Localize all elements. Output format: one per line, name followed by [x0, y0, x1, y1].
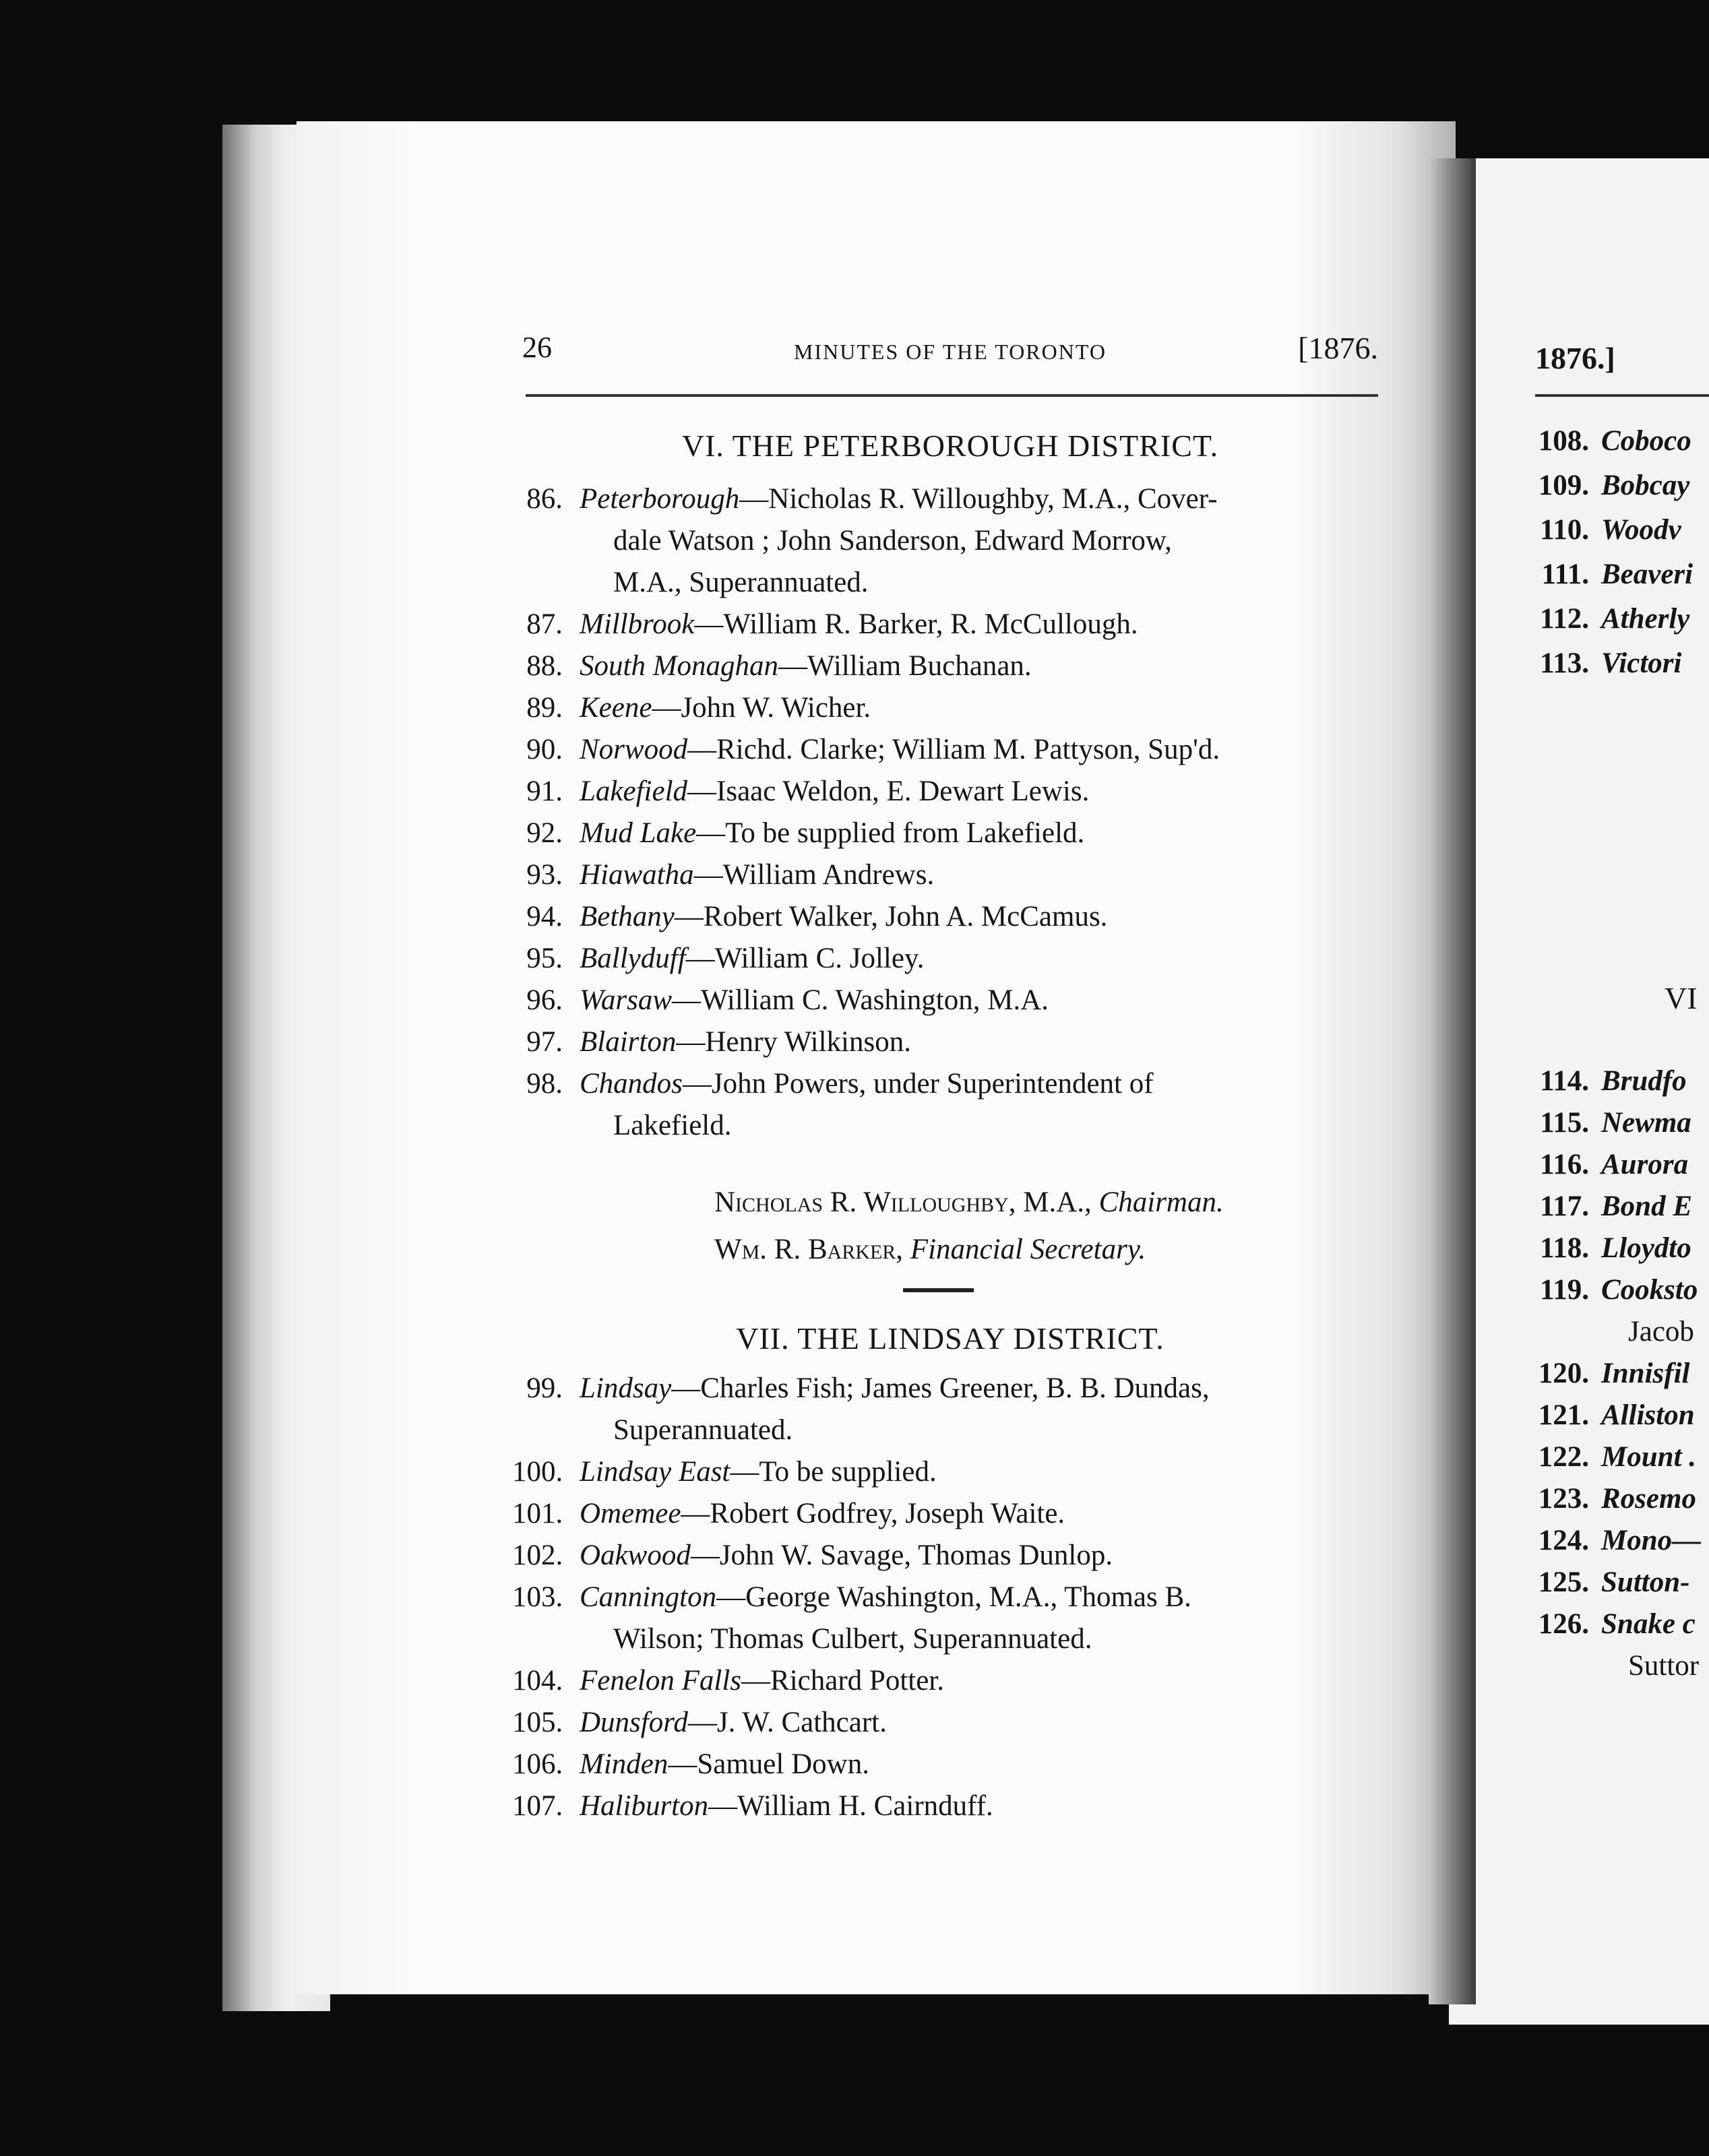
- entry-106: [512, 1744, 1381, 1785]
- right-page-line-number: 126.: [1538, 1608, 1589, 1640]
- entry-place: Chandos: [580, 1068, 683, 1100]
- entry-text: —George Washington, M.A., Thomas B.: [716, 1581, 1191, 1613]
- right-page-line-number: 109.: [1538, 470, 1589, 501]
- entry-text: —J. W. Cathcart.: [687, 1707, 887, 1738]
- entry-87: [512, 604, 1381, 645]
- header-rule: [526, 394, 1378, 397]
- right-page-line: [1522, 1524, 1701, 1557]
- entry-96: [512, 980, 1381, 1021]
- right-page-line-number: 115.: [1540, 1107, 1589, 1139]
- entry-97: [512, 1021, 1381, 1063]
- district-title-peterborough: VI. THE PETERBOROUGH DISTRICT.: [681, 429, 1219, 463]
- entry-place: South Monaghan: [580, 650, 779, 682]
- right-page-line: [1522, 558, 1693, 591]
- entry-number: 105.: [512, 1707, 563, 1738]
- right-page-line: [1522, 1190, 1692, 1223]
- entry-text: —Richard Potter.: [741, 1665, 944, 1697]
- entry-text: —Nicholas R. Willoughby, M.A., Cover-: [739, 483, 1218, 515]
- right-page-line: [1522, 1357, 1689, 1390]
- right-page-line-number: 113.: [1540, 647, 1589, 679]
- right-page-line: [1522, 1566, 1689, 1599]
- entry-number: 89.: [526, 692, 563, 724]
- right-page-line: [1522, 1273, 1698, 1306]
- entry-93: [512, 854, 1381, 896]
- entry-text: —To be supplied.: [730, 1456, 937, 1488]
- right-page-line-number: 116.: [1540, 1149, 1589, 1180]
- right-page-line-text: Cooksto: [1601, 1274, 1698, 1306]
- secretary-line: [714, 1230, 1146, 1270]
- entry-place: Cannington: [580, 1581, 717, 1613]
- right-page-line-number: 121.: [1538, 1399, 1589, 1431]
- entry-place: Norwood: [580, 734, 688, 765]
- entry-text: —Robert Walker, John A. McCamus.: [674, 901, 1108, 932]
- entry-place: Haliburton: [580, 1790, 709, 1822]
- entry-text: —John W. Savage, Thomas Dunlop.: [690, 1540, 1113, 1571]
- right-page-line: [1522, 1440, 1696, 1473]
- right-page-line: [1522, 1608, 1696, 1641]
- entry-continuation: Superannuated.: [613, 1414, 793, 1446]
- entry-text: —Isaac Weldon, E. Dewart Lewis.: [687, 775, 1090, 807]
- right-page-line-text: Atherly: [1601, 603, 1690, 635]
- entry-number: 96.: [526, 984, 563, 1016]
- entry-number: 88.: [526, 650, 563, 682]
- right-page-line: [1522, 1106, 1691, 1139]
- entry-102: [512, 1535, 1381, 1577]
- entry-86: [512, 478, 1381, 604]
- right-page-line-number: 119.: [1540, 1274, 1589, 1306]
- entry-99: [512, 1368, 1381, 1451]
- entry-text: —William H. Cairnduff.: [708, 1790, 993, 1822]
- right-page-line-text: Alliston: [1601, 1399, 1695, 1431]
- entry-94: [512, 896, 1381, 938]
- entry-continuation: M.A., Superannuated.: [613, 567, 869, 598]
- right-page-line-text: Coboco: [1601, 425, 1691, 457]
- entry-98: [512, 1063, 1381, 1147]
- entry-place: Peterborough: [580, 483, 740, 515]
- chairman-name: Nicholas R. Willoughby, M.A.,: [714, 1186, 1092, 1218]
- right-page-line: [1522, 469, 1689, 502]
- entry-text: —William Buchanan.: [778, 650, 1032, 682]
- right-page-line-text: Bond E: [1601, 1191, 1693, 1222]
- entry-107: [512, 1785, 1381, 1827]
- right-page-line-text: Brudfo: [1601, 1065, 1687, 1097]
- entry-89: [512, 687, 1381, 729]
- entry-number: 93.: [526, 859, 563, 891]
- entry-number: 86.: [526, 483, 563, 515]
- right-page-line-text: Rosemo: [1601, 1483, 1696, 1515]
- entry-text: —Samuel Down.: [668, 1748, 869, 1780]
- right-page-line-number: 111.: [1541, 559, 1589, 590]
- right-page-rule: [1535, 394, 1709, 397]
- entry-place: Blairton: [580, 1026, 677, 1058]
- right-page-line: [1522, 1399, 1695, 1432]
- right-page-line-number: 124.: [1538, 1525, 1589, 1556]
- right-page-line-text: Sutton-: [1601, 1566, 1690, 1598]
- right-page-line-number: 125.: [1538, 1566, 1589, 1598]
- right-page-line: [1522, 1148, 1688, 1181]
- entry-place: Keene: [580, 692, 652, 724]
- entry-number: 95.: [526, 943, 563, 974]
- right-page-section-fragment: VI: [1665, 981, 1698, 1015]
- right-page-line: [1522, 424, 1691, 457]
- right-page-line-text: Victori: [1601, 647, 1682, 679]
- right-page-line: [1522, 1315, 1694, 1348]
- entry-105: [512, 1702, 1381, 1744]
- entry-text: —William C. Jolley.: [685, 943, 925, 974]
- entry-place: Fenelon Falls: [580, 1665, 742, 1697]
- right-page-line-number: 122.: [1538, 1441, 1589, 1473]
- right-page-line-text: Lloydto: [1601, 1232, 1691, 1264]
- entry-number: 107.: [512, 1790, 563, 1822]
- right-page-line-text: Newma: [1601, 1107, 1691, 1139]
- right-page-line: [1522, 1649, 1699, 1682]
- entry-number: 106.: [512, 1748, 563, 1780]
- entry-continuation: Wilson; Thomas Culbert, Superannuated.: [613, 1623, 1092, 1655]
- entry-number: 94.: [526, 901, 563, 932]
- secretary-name: Wm. R. Barker,: [714, 1234, 904, 1265]
- right-page-line-text: Woodv: [1601, 514, 1681, 546]
- entry-continuation: Lakefield.: [613, 1110, 732, 1141]
- chairman-role: Chairman.: [1098, 1186, 1224, 1218]
- page-header: [522, 330, 1378, 384]
- entry-place: Lindsay East: [580, 1456, 731, 1488]
- entry-number: 102.: [512, 1540, 563, 1571]
- entry-text: —William Andrews.: [693, 859, 935, 891]
- entry-text: —William R. Barker, R. McCullough.: [694, 608, 1138, 640]
- entry-95: [512, 938, 1381, 980]
- entry-number: 101.: [512, 1498, 563, 1529]
- book-gutter: [1429, 158, 1476, 2004]
- chairman-line: [714, 1182, 1224, 1223]
- entry-number: 100.: [512, 1456, 563, 1488]
- entry-place: Lakefield: [580, 775, 688, 807]
- entry-text: —John W. Wicher.: [652, 692, 871, 724]
- right-page-year: 1876.]: [1535, 341, 1615, 375]
- entry-number: 87.: [526, 608, 563, 640]
- entry-text: —Charles Fish; James Greener, B. B. Dundas,: [671, 1372, 1210, 1404]
- right-page-line-number: 114.: [1540, 1065, 1589, 1097]
- right-page-line-text: Innisfil: [1601, 1358, 1690, 1389]
- entry-text: —John Powers, under Superintendent of: [682, 1068, 1154, 1100]
- entry-place: Dunsford: [580, 1707, 688, 1738]
- entry-100: [512, 1451, 1381, 1493]
- right-page-line: [1522, 1232, 1691, 1265]
- entry-place: Lindsay: [580, 1372, 672, 1404]
- entry-104: [512, 1660, 1381, 1702]
- right-page-line-number: 117.: [1540, 1191, 1589, 1222]
- right-page-line: [1522, 1065, 1687, 1098]
- entry-number: 91.: [526, 775, 563, 807]
- running-title: MINUTES OF THE TORONTO: [794, 340, 1107, 364]
- entry-number: 104.: [512, 1665, 563, 1697]
- entry-place: Ballyduff: [580, 943, 686, 974]
- district-title-lindsay: VII. THE LINDSAY DISTRICT.: [736, 1321, 1164, 1356]
- entry-91: [512, 771, 1381, 813]
- right-page-line-text: Snake c: [1601, 1608, 1696, 1640]
- entry-place: Omemee: [580, 1498, 681, 1529]
- entry-92: [512, 813, 1381, 854]
- entry-text: —William C. Washington, M.A.: [672, 984, 1049, 1016]
- right-page-line: [1522, 1482, 1696, 1515]
- right-page-line-text: Jacob: [1628, 1316, 1694, 1348]
- right-page-line-number: 118.: [1540, 1232, 1589, 1264]
- right-page-line-text: Beaveri: [1601, 559, 1694, 590]
- right-page-line-text: Aurora: [1601, 1149, 1689, 1180]
- entry-text: —Henry Wilkinson.: [676, 1026, 911, 1058]
- entry-place: Minden: [580, 1748, 669, 1780]
- entry-place: Mud Lake: [580, 817, 697, 849]
- entry-place: Millbrook: [580, 608, 695, 640]
- entry-place: Warsaw: [580, 984, 673, 1016]
- entry-continuation: dale Watson ; John Sanderson, Edward Morrow,: [613, 525, 1172, 557]
- right-page-line-text: Bobcay: [1601, 470, 1690, 501]
- entry-number: 103.: [512, 1581, 563, 1613]
- header-year: [1876.: [1298, 331, 1378, 365]
- right-page-line-number: 120.: [1538, 1358, 1589, 1389]
- entry-text: —Robert Godfrey, Joseph Waite.: [681, 1498, 1065, 1529]
- entry-88: [512, 645, 1381, 687]
- entry-103: [512, 1577, 1381, 1660]
- right-page-line: [1522, 647, 1681, 680]
- entry-place: Hiawatha: [580, 859, 694, 891]
- entry-90: [512, 729, 1381, 771]
- right-page-line-number: 112.: [1540, 603, 1589, 635]
- entry-text: —To be supplied from Lakefield.: [696, 817, 1085, 849]
- section-divider: [903, 1288, 974, 1292]
- right-page-line: [1522, 513, 1681, 546]
- right-page-line-text: Mono—: [1601, 1525, 1702, 1556]
- right-page-line-number: 123.: [1538, 1483, 1589, 1515]
- right-page-line: [1522, 602, 1689, 635]
- entry-number: 99.: [526, 1372, 563, 1404]
- entry-number: 92.: [526, 817, 563, 849]
- entry-place: Oakwood: [580, 1540, 691, 1571]
- right-page-line-number: 108.: [1538, 425, 1589, 457]
- right-page-line-text: Suttor: [1628, 1650, 1700, 1682]
- entry-text: —Richd. Clarke; William M. Pattyson, Sup'd.: [687, 734, 1220, 765]
- entry-101: [512, 1493, 1381, 1535]
- secretary-role: Financial Secretary.: [910, 1234, 1146, 1265]
- entry-place: Bethany: [580, 901, 675, 932]
- page-number: 26: [522, 331, 552, 364]
- right-page-line-text: Mount .: [1601, 1441, 1697, 1473]
- entry-number: 90.: [526, 734, 563, 765]
- entry-number: 98.: [526, 1068, 563, 1100]
- right-page-line-number: 110.: [1540, 514, 1589, 546]
- entry-number: 97.: [526, 1026, 563, 1058]
